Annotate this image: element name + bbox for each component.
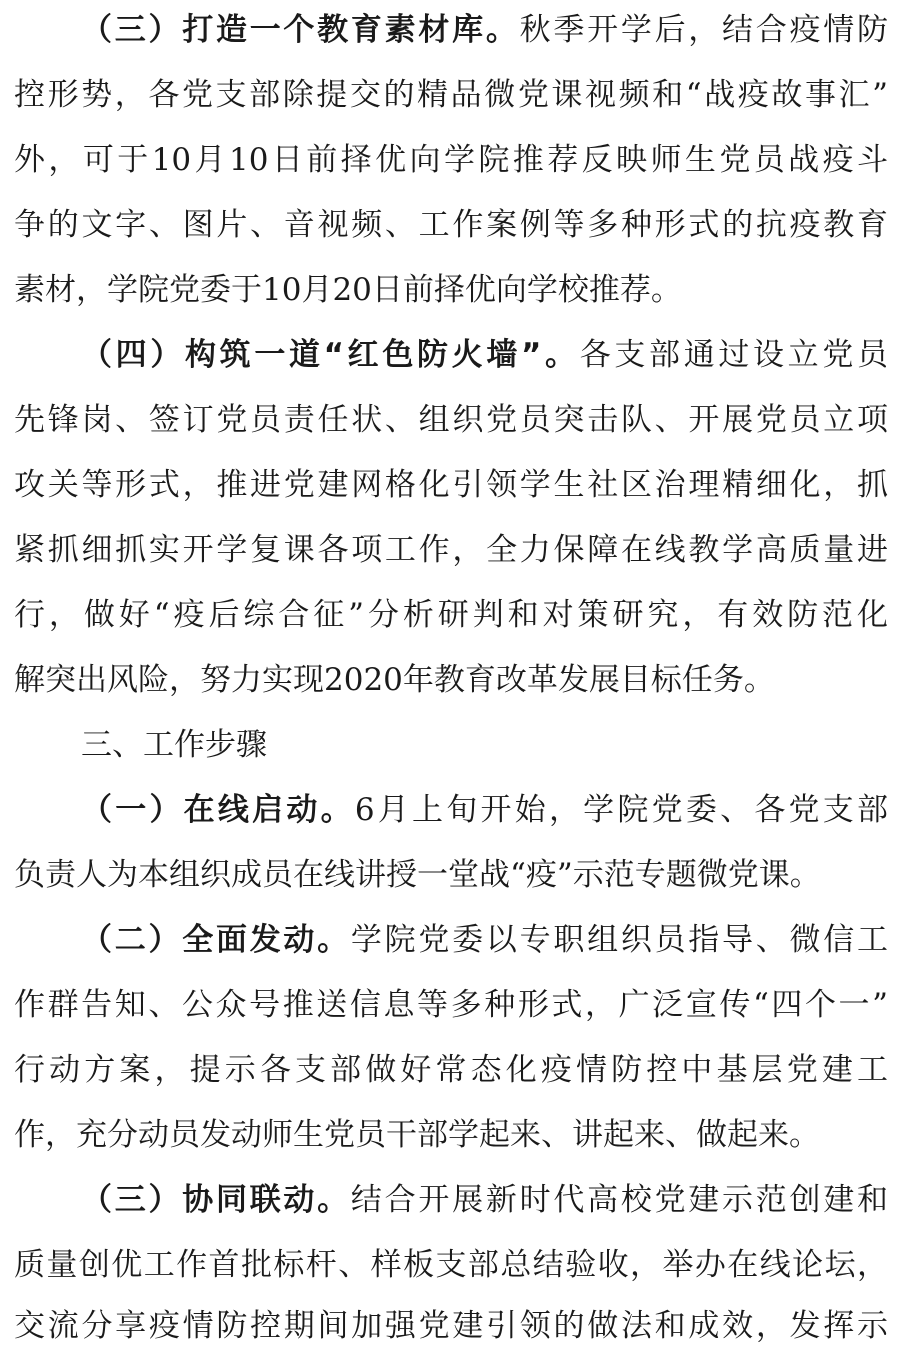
- paragraph-line: [81, 0, 888, 60]
- paragraph-text: 结合开展新时代高校党建示范创建和: [350, 1182, 889, 1218]
- paragraph-text: 秋季开学后，结合疫情防: [519, 12, 888, 48]
- paragraph-line: 质量创优工作首批标杆、样板支部总结验收，举办在线论坛，: [14, 1247, 888, 1283]
- paragraph-text: 各支部通过设立党员: [579, 337, 889, 373]
- paragraph-line: 控形势，各党支部除提交的精品微党课视频和“战疫故事汇”: [14, 77, 888, 113]
- paragraph-line: 外，可于10月10日前择优向学院推荐反映师生党员战疫斗: [14, 142, 888, 178]
- paragraph-heading: （二）全面发动。: [81, 922, 351, 958]
- paragraph-line: [81, 1170, 888, 1230]
- paragraph-heading: （一）在线启动。: [81, 792, 355, 828]
- paragraph-text: 学院党委以专职组织员指导、微信工: [350, 922, 889, 958]
- paragraph-line: 行，做好“疫后综合征”分析研判和对策研究，有效防范化: [14, 597, 888, 633]
- paragraph-line: 攻关等形式，推进党建网格化引领学生社区治理精细化，抓: [14, 467, 888, 503]
- paragraph-line: 行动方案，提示各支部做好常态化疫情防控中基层党建工: [14, 1052, 888, 1088]
- paragraph-line: [81, 325, 888, 385]
- paragraph-heading: （三）协同联动。: [81, 1182, 351, 1218]
- paragraph-line: 作，充分动员发动师生党员干部学起来、讲起来、做起来。: [14, 1117, 820, 1153]
- paragraph-line: 先锋岗、签订党员责任状、组织党员突击队、开展党员立项: [14, 402, 888, 438]
- paragraph-line: 解突出风险，努力实现2020年教育改革发展目标任务。: [14, 662, 775, 698]
- paragraph-line: 争的文字、图片、音视频、工作案例等多种形式的抗疫教育: [14, 207, 888, 243]
- paragraph-line: 素材，学院党委于10月20日前择优向学校推荐。: [14, 272, 682, 308]
- paragraph-line: 负责人为本组织成员在线讲授一堂战“疫”示范专题微党课。: [14, 857, 821, 893]
- paragraph-heading: （四）构筑一道“红色防火墙”。: [81, 337, 580, 373]
- section-title: 三、工作步骤: [81, 727, 267, 763]
- paragraph-text: 6月上旬开始，学院党委、各党支部: [354, 792, 888, 828]
- paragraph-line: 紧抓细抓实开学复课各项工作，全力保障在线教学高质量进: [14, 532, 888, 568]
- paragraph-line: 交流分享疫情防控期间加强党建引领的做法和成效，发挥示: [14, 1308, 888, 1344]
- paragraph-line: [81, 780, 888, 840]
- paragraph-line: 作群告知、公众号推送信息等多种形式，广泛宣传“四个一”: [14, 987, 888, 1023]
- paragraph-heading: （三）打造一个教育素材库。: [81, 12, 520, 48]
- paragraph-line: [81, 910, 888, 970]
